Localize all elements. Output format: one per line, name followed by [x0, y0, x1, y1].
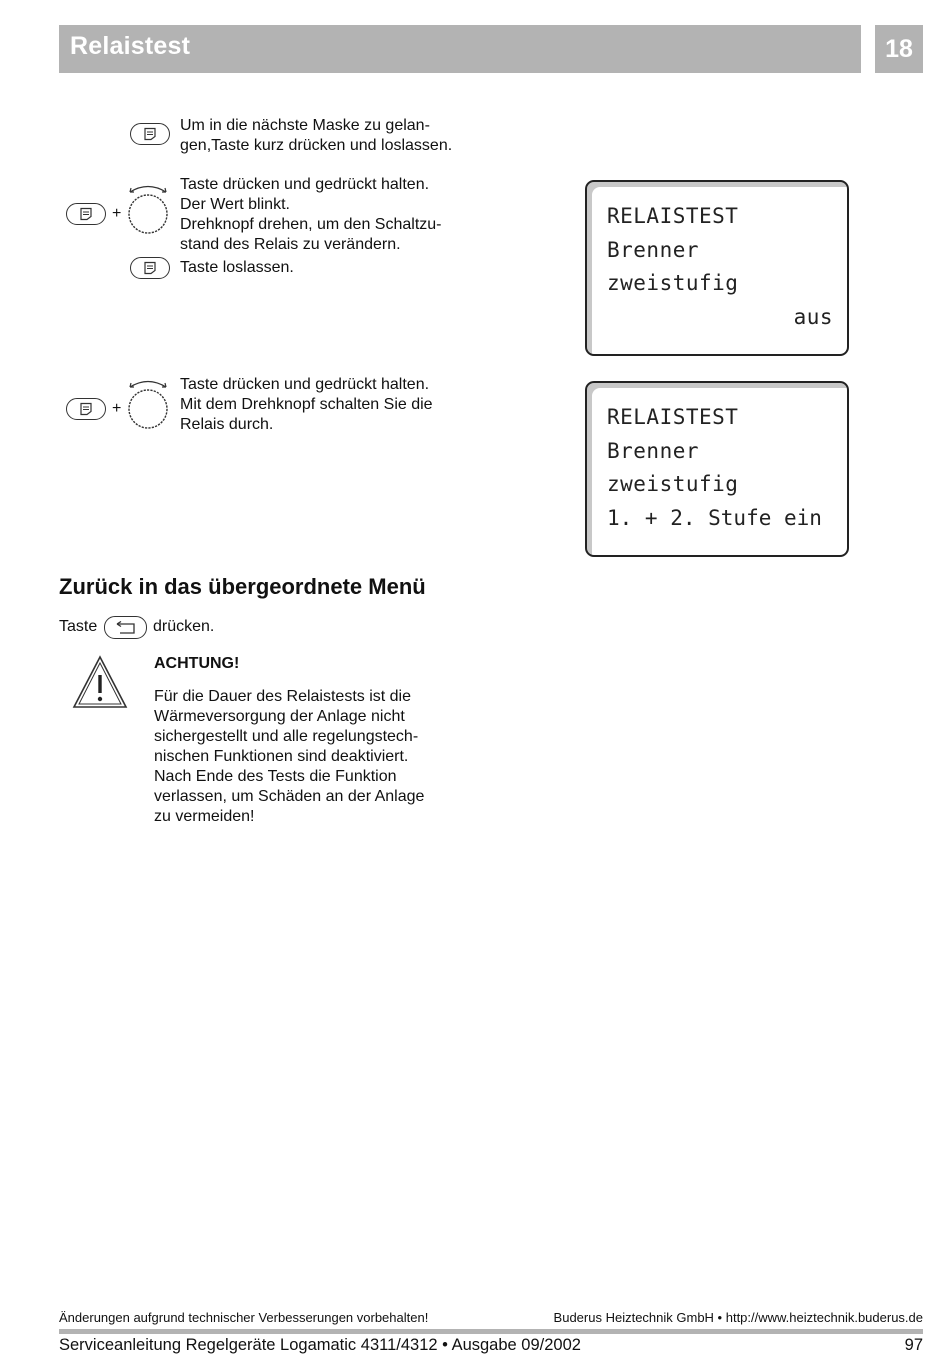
- warning-line: Nach Ende des Tests die Funktion: [154, 768, 397, 785]
- warning-line: nischen Funktionen sind deaktiviert.: [154, 748, 409, 765]
- plus-sign: +: [112, 400, 122, 417]
- step3-text: [180, 375, 433, 435]
- taste-before: Taste: [59, 618, 98, 635]
- step3-line: Relais durch.: [180, 416, 274, 433]
- step3-line: Taste drücken und gedrückt halten.: [180, 376, 430, 393]
- taste-after: drücken.: [153, 618, 215, 635]
- menu-button-icon: [130, 257, 170, 279]
- page-number: 97: [904, 1336, 923, 1354]
- rotary-knob-icon: [126, 182, 170, 234]
- display-line: RELAISTEST: [607, 405, 739, 429]
- display-line: RELAISTEST: [607, 204, 739, 228]
- menu-button-icon: [66, 398, 106, 420]
- warning-line: Für die Dauer des Relaistests ist die: [154, 688, 411, 705]
- warning-line: sichergestellt und alle regelungstech-: [154, 728, 419, 745]
- step2-text: [180, 175, 441, 255]
- chapter-number: 18: [875, 25, 923, 73]
- step2-line: Taste drücken und gedrückt halten.: [180, 176, 430, 193]
- step1-line: gen,Taste kurz drücken und loslassen.: [180, 137, 453, 154]
- step3-line: Mit dem Drehknopf schalten Sie die: [180, 396, 433, 413]
- display-line: zweistufig: [607, 472, 739, 496]
- step2-line: Drehknopf drehen, um den Schaltzu-: [180, 216, 442, 233]
- display-line: zweistufig: [607, 271, 739, 295]
- warning-line: zu vermeiden!: [154, 808, 255, 825]
- step2-line: Der Wert blinkt.: [180, 196, 290, 213]
- rotary-knob-icon: [126, 377, 170, 429]
- step2-release-text: Taste loslassen.: [180, 259, 294, 276]
- warning-title: ACHTUNG!: [154, 655, 240, 672]
- display-line: Brenner: [607, 238, 700, 262]
- menu-button-icon: [66, 203, 106, 225]
- step1-line: Um in die nächste Maske zu gelan-: [180, 117, 430, 134]
- step1-text: [180, 116, 452, 156]
- step2-line: stand des Relais zu verändern.: [180, 236, 401, 253]
- plus-sign: +: [112, 205, 122, 222]
- display-relaistest-aus: [585, 180, 849, 356]
- display-relaistest-stufe: [585, 381, 849, 557]
- back-button-icon: [104, 616, 147, 639]
- warning-triangle-icon: [72, 655, 128, 709]
- display-line: 1. + 2. Stufe ein: [607, 506, 822, 530]
- page-title: Relaistest: [70, 32, 191, 60]
- footer-divider: [59, 1329, 923, 1334]
- footer-manual-title: Serviceanleitung Regelgeräte Logamatic 4311/4312 • Ausgabe 09/2002: [59, 1336, 581, 1354]
- footer-notice: Änderungen aufgrund technischer Verbesserungen vorbehalten!: [59, 1310, 429, 1325]
- warning-text: [154, 687, 424, 827]
- warning-line: Wärmeversorgung der Anlage nicht: [154, 708, 405, 725]
- warning-line: verlassen, um Schäden an der Anlage: [154, 788, 425, 805]
- section-heading: Zurück in das übergeordnete Menü: [59, 574, 426, 599]
- display-line: aus: [793, 305, 833, 329]
- display-line: Brenner: [607, 439, 700, 463]
- menu-button-icon: [130, 123, 170, 145]
- footer-company: Buderus Heiztechnik GmbH • http://www.heiztechnik.buderus.de: [553, 1310, 923, 1325]
